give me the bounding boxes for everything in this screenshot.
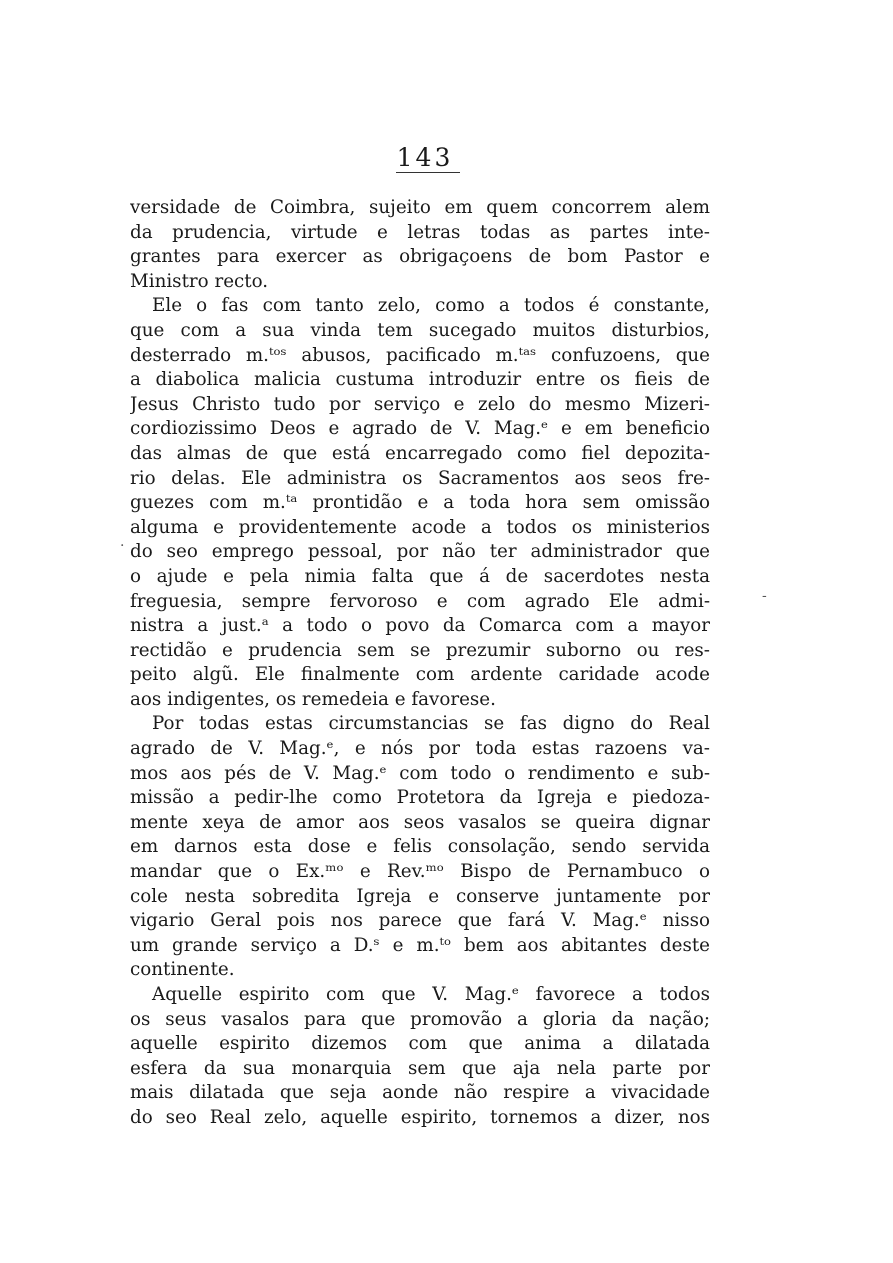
text-line: mandar que o Ex.ᵐᵒ e Rev.ᵐᵒ Bispo de Pernambuco o: [130, 861, 710, 883]
text-line: rio delas. Ele administra os Sacramentos aos seos fre-: [130, 467, 710, 489]
text-line: agrado de V. Mag.ᵉ, e nós por toda estas razoens va-: [130, 738, 710, 760]
text-line: mos aos pés de V. Mag.ᵉ com todo o rendimento e sub-: [130, 762, 710, 784]
paragraph: [130, 196, 710, 294]
text-line: vigario Geral pois nos parece que fará V. Mag.ᵉ nisso: [130, 910, 710, 932]
text-line: do seo emprego pessoal, por não ter administrador que: [130, 541, 710, 563]
text-line: que com a sua vinda tem sucegado muitos disturbios,: [130, 319, 710, 341]
text-line: aquelle espirito dizemos com que anima a dilatada: [130, 1033, 710, 1055]
text-line: freguesia, sempre fervoroso e com agrado Ele admi-: [130, 590, 710, 612]
text-line: a diabolica malicia custuma introduzir entre os fieis de: [130, 369, 710, 391]
text-line: da prudencia, virtude e letras todas as partes inte-: [130, 221, 710, 243]
scan-speck: ·: [120, 538, 125, 554]
text-line: Ele o fas com tanto zelo, como a todos é constante,: [152, 295, 710, 317]
text-line: mais dilatada que seja aonde não respire a vivacidade: [130, 1082, 710, 1104]
body-text: [130, 196, 710, 1131]
paragraph: [130, 712, 710, 983]
text-line: cordiozissimo Deos e agrado de V. Mag.ᵉ e em beneficio: [130, 418, 710, 440]
text-line: o ajude e pela nimia falta que á de sacerdotes nesta: [130, 565, 710, 587]
text-line: um grande serviço a D.ˢ e m.ᵗᵒ bem aos abitantes deste: [130, 934, 710, 956]
text-line: versidade de Coimbra, sujeito em quem concorrem alem: [130, 197, 710, 218]
text-line: desterrado m.ᵗᵒˢ abusos, pacificado m.ᵗᵃˢ confuzoens, que: [130, 344, 710, 366]
text-line: mente xeya de amor aos seos vasalos se queira dignar: [130, 811, 710, 833]
page-number-rule: [396, 172, 460, 173]
text-line: rectidão e prudencia sem se prezumir suborno ou res-: [130, 639, 710, 661]
text-line: Por todas estas circumstancias se fas digno do Real: [152, 713, 710, 735]
text-line: os seus vasalos para que promovão a gloria da nação;: [130, 1008, 710, 1030]
text-line: das almas de que está encarregado como fiel depozita-: [130, 442, 710, 464]
text-line: cole nesta sobredita Igreja e conserve juntamente por: [130, 885, 710, 907]
text-line: aos indigentes, os remedeia e favorese.: [130, 688, 496, 710]
scan-speck: -: [762, 588, 767, 604]
text-line: em darnos esta dose e felis consolação, sendo servida: [130, 836, 710, 858]
page-number: 143: [396, 143, 454, 172]
text-line: continente.: [130, 959, 235, 981]
text-line: Aquelle espirito com que V. Mag.ᵉ favorece a todos: [152, 984, 710, 1005]
paragraph: [130, 294, 710, 712]
text-line: peito algũ. Ele finalmente com ardente caridade acode: [130, 664, 710, 686]
text-line: nistra a just.ᵃ a todo o povo da Comarca com a mayor: [130, 615, 710, 637]
text-line: guezes com m.ᵗᵃ prontidão e a toda hora sem omissão: [130, 492, 710, 514]
text-line: esfera da sua monarquia sem que aja nela parte por: [130, 1057, 710, 1079]
text-line: Jesus Christo tudo por serviço e zelo do mesmo Mizeri-: [130, 393, 710, 415]
text-line: do seo Real zelo, aquelle espirito, tornemos a dizer, nos: [130, 1106, 710, 1128]
paragraph: [130, 983, 710, 1131]
text-line: Ministro recto.: [130, 270, 269, 292]
text-line: grantes para exercer as obrigaçoens de bom Pastor e: [130, 246, 710, 268]
text-line: alguma e providentemente acode a todos os ministerios: [130, 516, 710, 538]
text-line: missão a pedir-lhe como Protetora da Igreja e piedoza-: [130, 787, 710, 809]
